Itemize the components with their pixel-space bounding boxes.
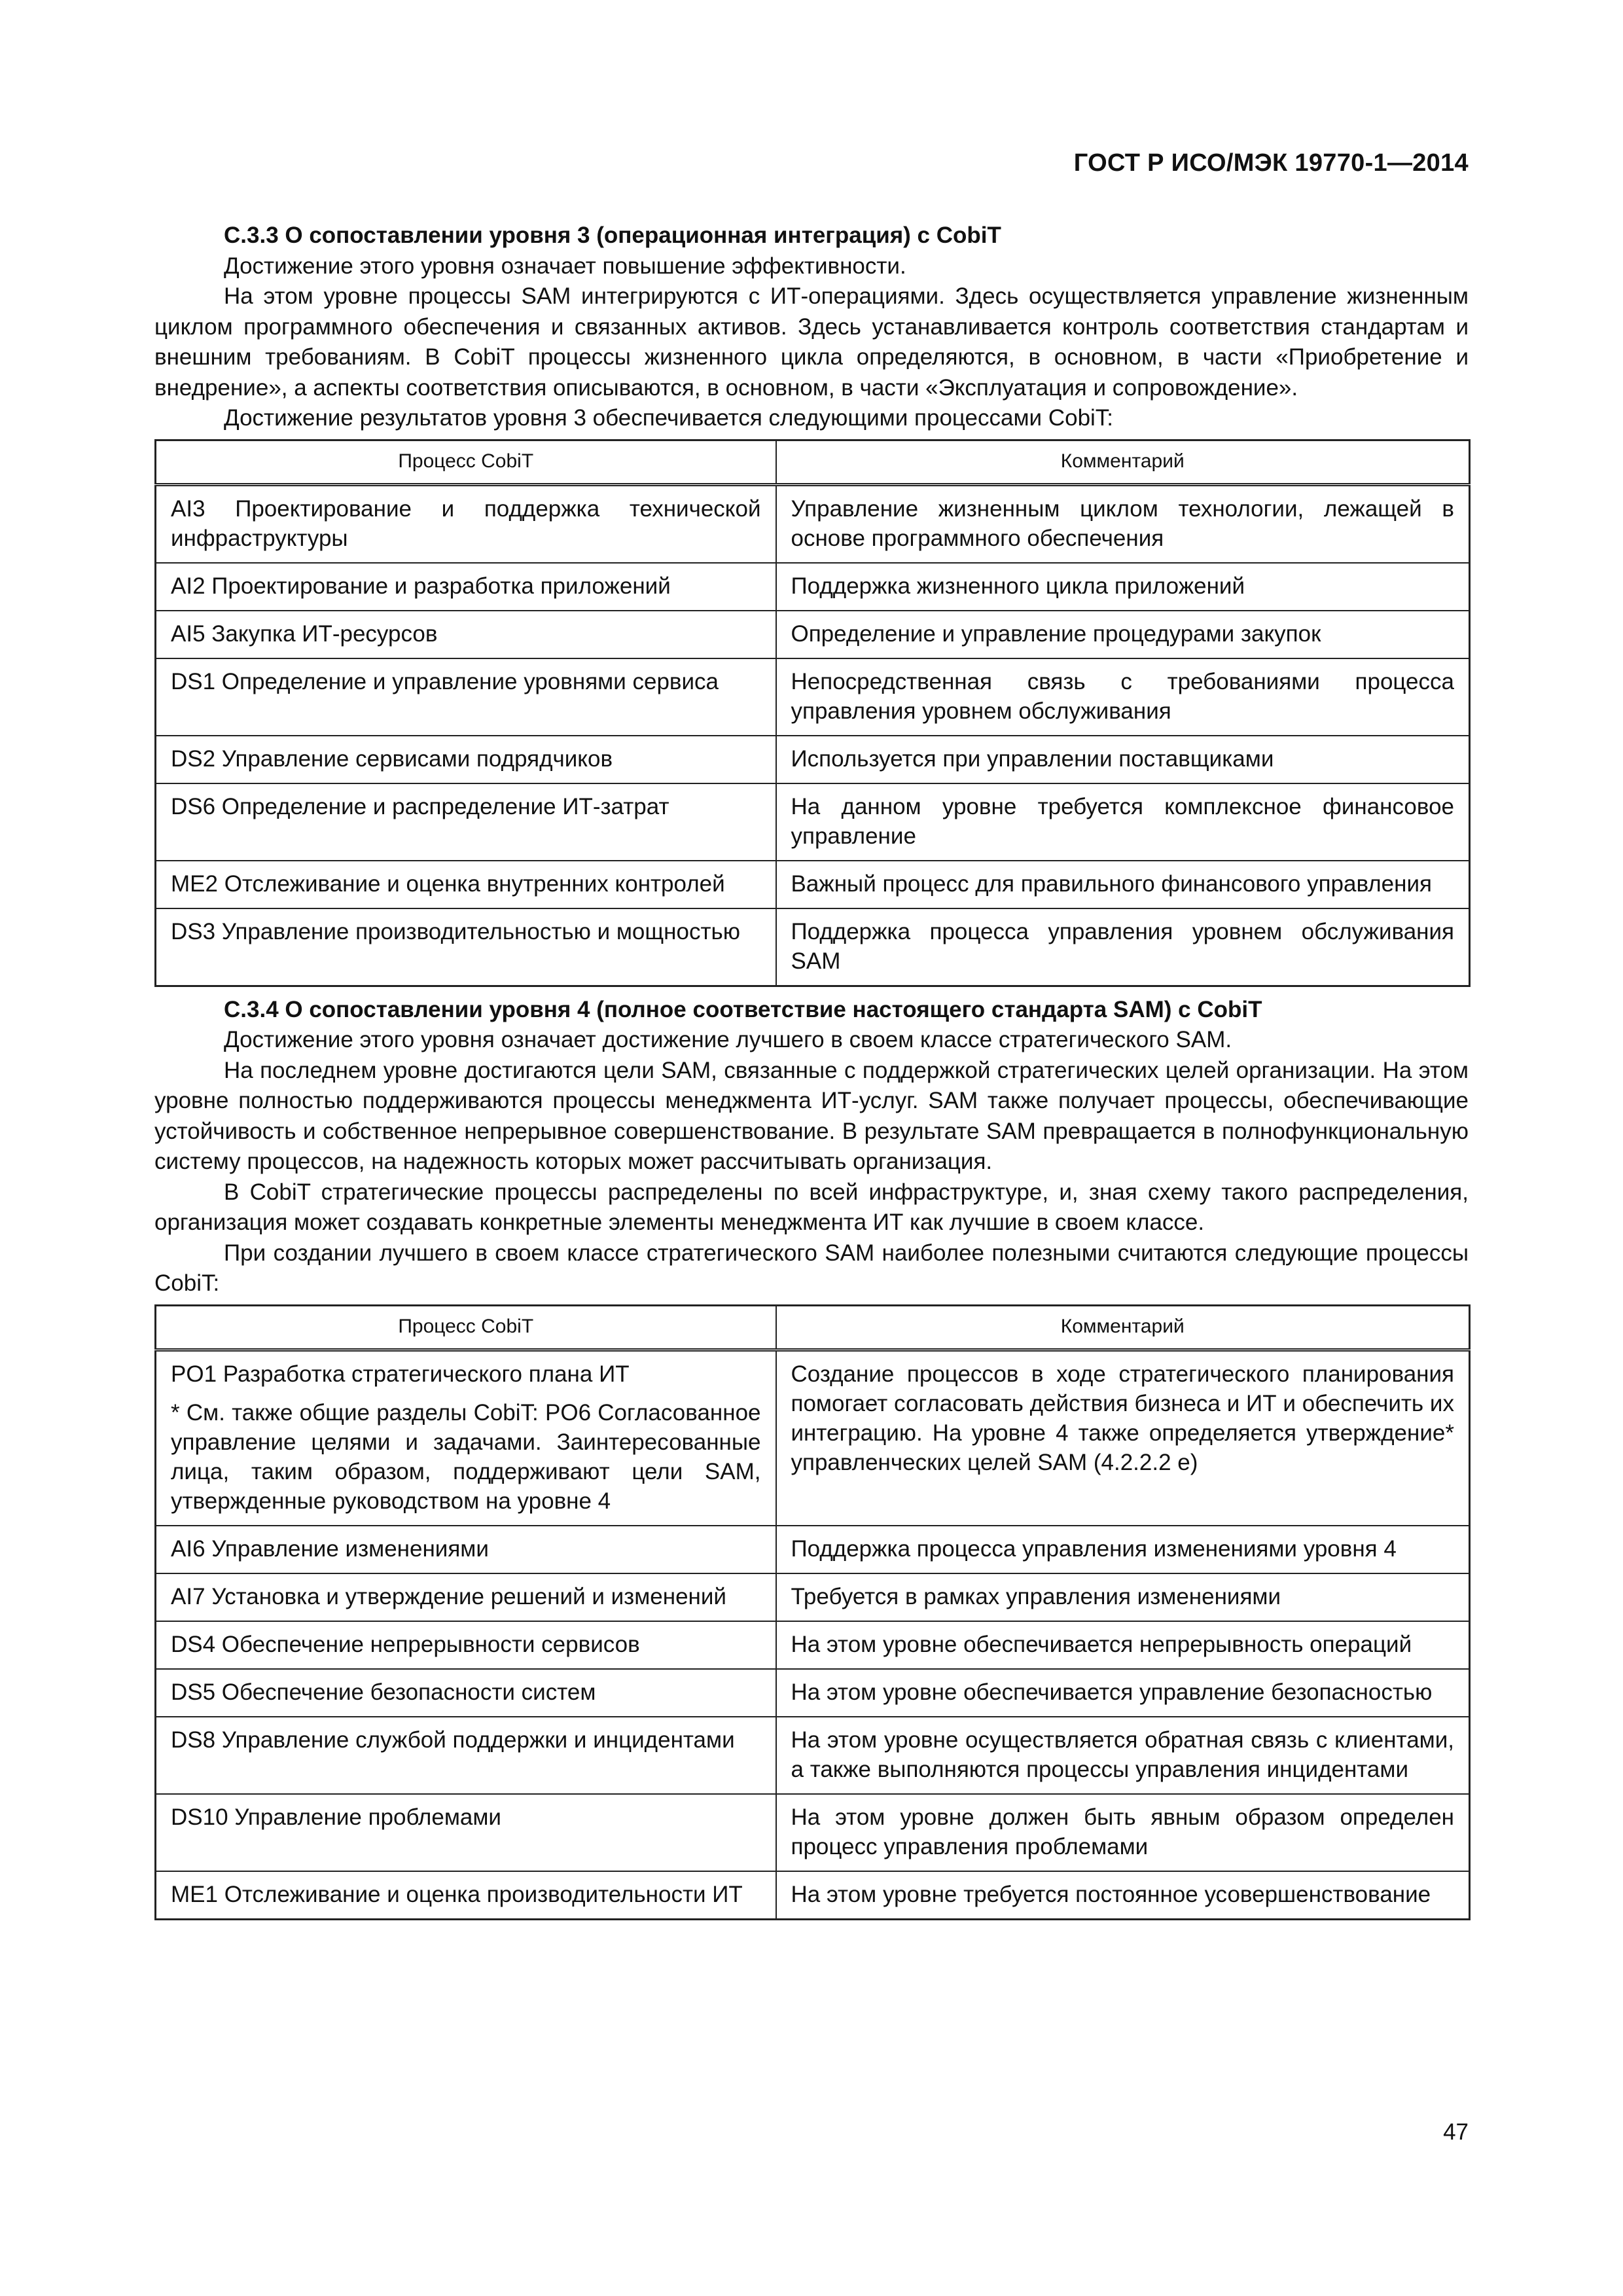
comment-cell: Поддержка процесса управления изменениями уровня 4: [776, 1526, 1470, 1573]
process-cell: DS6 Определение и распределение ИТ-затрат: [156, 783, 776, 861]
table-row: [156, 563, 1470, 611]
process-title: PO1 Разработка стратегического плана ИТ: [171, 1361, 630, 1387]
comment-cell: Непосредственная связь с требованиями процесса управления уровнем обслуживания: [776, 658, 1470, 736]
section-heading-c33: C.3.3 О сопоставлении уровня 3 (операционная интеграция) с CobiT: [224, 223, 1001, 248]
cobit-level3-table: [154, 439, 1471, 987]
comment-cell: Создание процессов в ходе стратегического планирования помогает согласовать действия бизнеса и ИТ и обеспечить их интеграцию. На уровне 4 также определяется утверждение* управленческих целей SAM (4.2.2.2 e): [776, 1350, 1470, 1526]
section-heading-c34: C.3.4 О сопоставлении уровня 4 (полное соответствие настоящего стандарта SAM) с CobiT: [224, 996, 1262, 1022]
comment-cell: На этом уровне осуществляется обратная связь с клиентами, а также выполняются процессы управления инцидентами: [776, 1717, 1470, 1794]
comment-cell: Определение и управление процедурами закупок: [776, 611, 1470, 658]
table-header-row: [156, 440, 1470, 484]
comment-cell: Управление жизненным циклом технологии, лежащей в основе программного обеспечения: [776, 484, 1470, 563]
table-header-row: [156, 1305, 1470, 1350]
process-cell: DS5 Обеспечение безопасности систем: [156, 1669, 776, 1717]
comment-cell: Важный процесс для правильного финансового управления: [776, 861, 1470, 908]
document-header: ГОСТ Р ИСО/МЭК 19770-1—2014: [1073, 149, 1469, 177]
cobit-level4-table: [154, 1304, 1471, 1920]
paragraph: При создании лучшего в своем классе стратегического SAM наиболее полезными считаются следующие процессы CobiT:: [154, 1240, 1469, 1296]
paragraph: В CobiT стратегические процессы распределены по всей инфраструктуре, и, зная схему такого распределения, организация может создавать конкретные элементы менеджмента ИТ как лучшие в своем классе.: [154, 1179, 1469, 1235]
table-row: [156, 1526, 1470, 1573]
table-row: [156, 1794, 1470, 1871]
comment-cell: На данном уровне требуется комплексное финансовое управление: [776, 783, 1470, 861]
process-cell: AI5 Закупка ИТ-ресурсов: [156, 611, 776, 658]
table-row: [156, 1350, 1470, 1526]
process-cell: DS3 Управление производительностью и мощностью: [156, 908, 776, 986]
page-number: 47: [1443, 2119, 1469, 2145]
table-row: [156, 1573, 1470, 1621]
process-cell: ME2 Отслеживание и оценка внутренних контролей: [156, 861, 776, 908]
comment-cell: На этом уровне обеспечивается непрерывность операций: [776, 1621, 1470, 1669]
comment-cell: Требуется в рамках управления изменениями: [776, 1573, 1470, 1621]
process-cell: AI2 Проектирование и разработка приложений: [156, 563, 776, 611]
table-row: [156, 736, 1470, 783]
table-row: [156, 658, 1470, 736]
process-cell: DS2 Управление сервисами подрядчиков: [156, 736, 776, 783]
process-cell: DS10 Управление проблемами: [156, 1794, 776, 1871]
comment-cell: Поддержка процесса управления уровнем обслуживания SAM: [776, 908, 1470, 986]
comment-cell: Поддержка жизненного цикла приложений: [776, 563, 1470, 611]
comment-cell: Используется при управлении поставщиками: [776, 736, 1470, 783]
paragraph: Достижение этого уровня означает достижение лучшего в своем классе стратегического SAM.: [224, 1027, 1232, 1052]
table-row: [156, 1669, 1470, 1717]
table-row: [156, 783, 1470, 861]
table-row: [156, 1871, 1470, 1920]
column-header-comment: Комментарий: [776, 440, 1470, 484]
table-row: [156, 1717, 1470, 1794]
table-row: [156, 484, 1470, 563]
process-cell: DS8 Управление службой поддержки и инцидентами: [156, 1717, 776, 1794]
page-content: [154, 221, 1469, 1928]
process-cell: AI6 Управление изменениями: [156, 1526, 776, 1573]
comment-cell: На этом уровне требуется постоянное усовершенствование: [776, 1871, 1470, 1920]
table-row: [156, 861, 1470, 908]
process-cell: AI7 Установка и утверждение решений и изменений: [156, 1573, 776, 1621]
process-cell: [156, 1350, 776, 1526]
paragraph: Достижение этого уровня означает повышение эффективности.: [224, 253, 906, 279]
process-cell: AI3 Проектирование и поддержка технической инфраструктуры: [156, 484, 776, 563]
process-cell: DS4 Обеспечение непрерывности сервисов: [156, 1621, 776, 1669]
table-row: [156, 908, 1470, 986]
comment-cell: На этом уровне обеспечивается управление безопасностью: [776, 1669, 1470, 1717]
table-row: [156, 1621, 1470, 1669]
column-header-comment: Комментарий: [776, 1305, 1470, 1350]
process-cell: DS1 Определение и управление уровнями сервиса: [156, 658, 776, 736]
paragraph: Достижение результатов уровня 3 обеспечивается следующими процессами CobiT:: [224, 405, 1114, 431]
table-row: [156, 611, 1470, 658]
process-footnote: * См. также общие разделы CobiT: PO6 Согласованное управление целями и задачами. Заинтересованные лица, таким образом, поддерживают цели SAM, утвержденные руководством на уровне 4: [171, 1399, 761, 1514]
paragraph: На последнем уровне достигаются цели SAM, связанные с поддержкой стратегических целей организации. На этом уровне полностью поддерживаются процессы менеджмента ИТ-услуг. SAM также получает процессы, обеспечивающие устойчивость и собственное непрерывное совершенствование. В результате SAM превращается в полнофункциональную систему процессов, на надежность которых может рассчитывать организация.: [154, 1057, 1469, 1174]
paragraph: На этом уровне процессы SAM интегрируются с ИТ-операциями. Здесь осуществляется управление жизненным циклом программного обеспечения и связанных активов. Здесь устанавливается контроль соответствия стандартам и внешним требованиям. В CobiT процессы жизненного цикла определяются, в основном, в части «Приобретение и внедрение», а аспекты соответствия описываются, в основном, в части «Эксплуатация и сопровождение».: [154, 283, 1469, 401]
column-header-process: Процесс CobiT: [156, 440, 776, 484]
column-header-process: Процесс CobiT: [156, 1305, 776, 1350]
comment-cell: На этом уровне должен быть явным образом определен процесс управления проблемами: [776, 1794, 1470, 1871]
process-cell: ME1 Отслеживание и оценка производительности ИТ: [156, 1871, 776, 1920]
